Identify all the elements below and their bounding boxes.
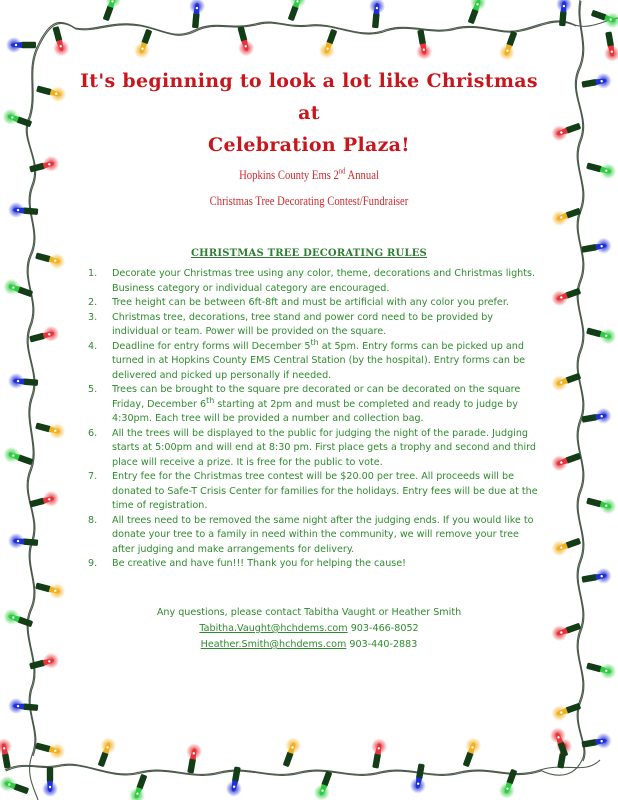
green-light-bulb-icon bbox=[127, 772, 152, 800]
rule-text: Trees can be brought to the square pre decorated or can be decorated on the square Friday, December 6 bbox=[112, 384, 521, 410]
headline-line-1: It's beginning to look a lot like Christmas bbox=[80, 70, 538, 92]
blue-light-bulb-icon bbox=[554, 0, 573, 27]
rule-text-end: starting at 2pm and must be completed and ready to judge by 4:30pm. Each tree will be provided a number and collection bag. bbox=[112, 398, 518, 424]
rule-item bbox=[88, 311, 538, 340]
rule-number: 7. bbox=[88, 471, 98, 482]
red-light-bulb-icon bbox=[548, 725, 573, 759]
rules-heading: CHRISTMAS TREE DECORATING RULES bbox=[191, 248, 427, 259]
yellow-light-bulb-icon bbox=[278, 735, 303, 769]
blue-light-bulb-icon bbox=[6, 37, 36, 53]
rule-number: 8. bbox=[88, 514, 98, 526]
yellow-light-bulb-icon bbox=[34, 418, 67, 441]
yellow-light-bulb-icon bbox=[34, 738, 67, 761]
red-light-bulb-icon bbox=[552, 737, 573, 769]
yellow-light-bulb-icon bbox=[549, 533, 583, 558]
email-link-heather[interactable]: Heather.Smith@hchdems.com bbox=[200, 639, 347, 650]
rule-text: Christmas tree, decorations, tree stand and power cord need to be provided by individual or team. Power will be provided on the square. bbox=[112, 311, 494, 337]
subtitle-text-end: Annual bbox=[345, 167, 379, 182]
subtitle-text: Hopkins County Ems 2 bbox=[239, 167, 339, 182]
rule-text: Tree height can be between 6ft-8ft and must be artificial with any color you prefer. bbox=[112, 297, 509, 308]
rule-number: 6. bbox=[88, 427, 98, 439]
green-light-bulb-icon bbox=[0, 774, 31, 799]
rule-text-end: at 5pm. Entry forms can be picked up and turned in at Hopkins County EMS Central Station (by the hospital). Entry forms can be delivered and picked up personally if needed. bbox=[112, 340, 526, 381]
green-light-bulb-icon bbox=[497, 767, 522, 800]
red-light-bulb-icon bbox=[28, 489, 61, 512]
rule-text: Be creative and have fun!!! Thank you for helping the cause! bbox=[112, 558, 407, 569]
blue-light-bulb-icon bbox=[7, 372, 38, 391]
rule-text: All trees need to be removed the same night after the judging ends. If you would like to donate your tree to a family in need within the community, we will remove your tree after judging and make arrangements for delivery. bbox=[112, 514, 534, 555]
rule-item bbox=[88, 296, 538, 311]
yellow-light-bulb-icon bbox=[549, 368, 583, 393]
rules-list bbox=[88, 267, 538, 572]
contact-section bbox=[0, 605, 618, 653]
blue-light-bulb-icon bbox=[225, 766, 246, 798]
rule-text: Entry fee for the Christmas tree contest will be $20.00 per tree. All proceeds will be donated to Safe-T Crisis Center for families for the holidays. Entry fees will be due at the time of registration. bbox=[112, 471, 538, 511]
contact-intro: Any questions, please contact Tabitha Vaught or Heather Smith bbox=[156, 607, 462, 618]
blue-light-bulb-icon bbox=[42, 767, 58, 797]
rule-item bbox=[88, 267, 538, 296]
red-light-bulb-icon bbox=[367, 737, 388, 769]
blue-light-bulb-icon bbox=[581, 732, 613, 753]
red-light-bulb-icon bbox=[549, 283, 583, 308]
rule-item bbox=[88, 470, 538, 514]
yellow-light-bulb-icon bbox=[317, 27, 342, 61]
red-light-bulb-icon bbox=[233, 25, 256, 58]
red-light-bulb-icon bbox=[28, 324, 61, 347]
yellow-light-bulb-icon bbox=[93, 735, 118, 769]
green-light-bulb-icon bbox=[585, 493, 618, 516]
rule-number: 3. bbox=[88, 311, 98, 323]
event-name: Christmas Tree Decorating Contest/Fundraiser bbox=[209, 193, 409, 208]
yellow-light-bulb-icon bbox=[549, 698, 583, 723]
rule-text: Deadline for entry forms will December 5 bbox=[112, 340, 311, 352]
red-light-bulb-icon bbox=[549, 448, 583, 473]
phone-heather: 903-440-2883 bbox=[346, 639, 418, 650]
blue-light-bulb-icon bbox=[581, 407, 613, 428]
rule-item bbox=[88, 514, 538, 558]
rule-item bbox=[88, 337, 538, 384]
blue-light-bulb-icon bbox=[7, 532, 38, 551]
blue-light-bulb-icon bbox=[7, 201, 38, 220]
blue-light-bulb-icon bbox=[7, 697, 38, 716]
green-light-bulb-icon bbox=[589, 5, 618, 30]
yellow-light-bulb-icon bbox=[458, 735, 483, 769]
rule-ordinal: th bbox=[206, 395, 215, 405]
rule-number: 1. bbox=[88, 268, 98, 279]
green-light-bulb-icon bbox=[585, 658, 618, 681]
green-light-bulb-icon bbox=[1, 277, 35, 302]
subtitle-ordinal: nd bbox=[338, 166, 346, 176]
red-light-bulb-icon bbox=[182, 742, 203, 774]
green-light-bulb-icon bbox=[283, 0, 308, 23]
red-light-bulb-icon bbox=[28, 651, 61, 674]
blue-light-bulb-icon bbox=[187, 0, 206, 29]
green-light-bulb-icon bbox=[463, 0, 488, 26]
event-subtitle bbox=[56, 167, 563, 183]
rule-item bbox=[88, 557, 538, 572]
email-link-tabitha[interactable]: Tabitha.Vaught@hchdems.com bbox=[199, 623, 348, 634]
yellow-light-bulb-icon bbox=[34, 578, 67, 601]
green-light-bulb-icon bbox=[312, 769, 337, 800]
rule-text: Decorate your Christmas tree using any color, theme, decorations and Christmas lights. Business category or individual category are encouraged. bbox=[112, 268, 536, 294]
red-light-bulb-icon bbox=[48, 25, 71, 58]
green-light-bulb-icon bbox=[585, 158, 618, 181]
blue-light-bulb-icon bbox=[581, 567, 613, 588]
rule-number: 9. bbox=[88, 558, 98, 569]
yellow-light-bulb-icon bbox=[132, 27, 157, 61]
blue-light-bulb-icon bbox=[409, 763, 430, 795]
headline-line-3: Celebration Plaza! bbox=[208, 134, 410, 156]
rule-text: All the trees will be displayed to the public for judging the night of the parade. Judging starts at 5:00pm and will end at 8:30 pm. First place gets a trophy and second and third place will receive a prize. It is free for the public to vote. bbox=[112, 427, 536, 468]
yellow-light-bulb-icon bbox=[497, 29, 522, 63]
green-light-bulb-icon bbox=[98, 0, 123, 23]
red-light-bulb-icon bbox=[600, 31, 618, 63]
red-light-bulb-icon bbox=[412, 29, 433, 61]
rule-item bbox=[88, 383, 538, 427]
green-light-bulb-icon bbox=[585, 323, 618, 346]
red-light-bulb-icon bbox=[0, 737, 16, 769]
phone-tabitha: 903-466-8052 bbox=[347, 623, 419, 634]
rule-item bbox=[88, 427, 538, 471]
rule-number: 5. bbox=[88, 384, 98, 395]
rule-ordinal: th bbox=[310, 337, 319, 347]
contact-line bbox=[0, 637, 618, 653]
contact-line bbox=[0, 621, 618, 637]
green-light-bulb-icon bbox=[1, 445, 35, 470]
blue-light-bulb-icon bbox=[367, 0, 386, 29]
headline-line-2: at bbox=[298, 102, 320, 124]
rule-number: 4. bbox=[88, 340, 98, 352]
rule-number: 2. bbox=[88, 297, 98, 308]
